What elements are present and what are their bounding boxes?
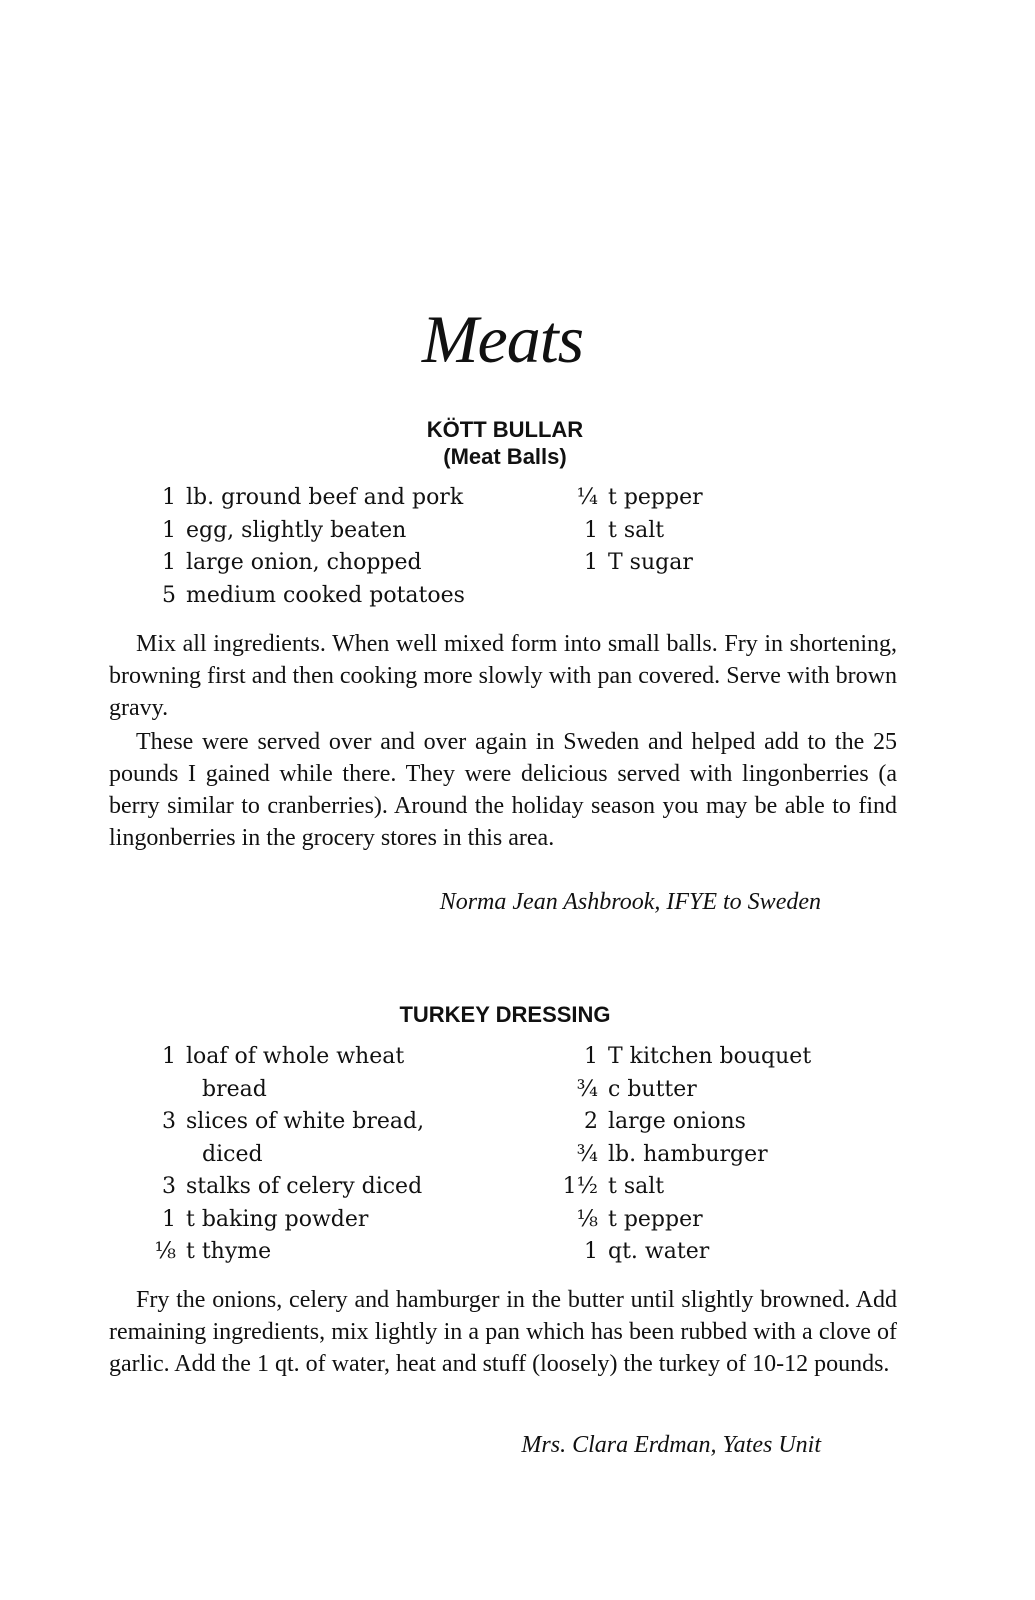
recipe-title: [0, 1001, 1010, 1028]
ingredient-qty: ⅛: [154, 1239, 176, 1264]
ingredient-text: t pepper: [608, 485, 703, 510]
recipe-author: Mrs. Clara Erdman, Yates Unit: [521, 1432, 821, 1458]
ingredient-qty: ¼: [576, 485, 598, 510]
ingredients-left-column: [158, 482, 465, 612]
ingredient-text: t thyme: [186, 1239, 272, 1264]
ingredient-text: lb. hamburger: [608, 1141, 768, 1167]
ingredient-item: [568, 515, 703, 548]
ingredient-text: [186, 1041, 404, 1106]
ingredient-text: T kitchen bouquet: [608, 1044, 812, 1069]
ingredient-item: [158, 515, 465, 548]
recipe-title-text: KÖTT BULLAR: [426, 417, 584, 442]
ingredient-text: t baking powder: [186, 1206, 369, 1232]
ingredient-text: stalks of celery diced: [186, 1174, 423, 1199]
ingredient-qty: 1: [162, 517, 176, 543]
ingredient-item: [545, 1171, 811, 1204]
ingredients-right-column: [545, 1041, 811, 1269]
ingredient-item: [158, 482, 465, 515]
ingredient-qty: 2: [584, 1109, 598, 1134]
recipe-note: These were served over and over again in Sweden and helped add to the 25 pounds I gained while there. They were delicious served with lingonberries (a berry similar to cranberries). Around the holiday season you may be able to find lingonberries in the grocery stores in this area.: [109, 729, 897, 851]
ingredient-item: [158, 547, 465, 580]
ingredients-right-column: [568, 482, 703, 580]
ingredient-item: [568, 482, 703, 515]
ingredient-qty: 1: [162, 1044, 176, 1069]
ingredient-qty: 1: [584, 550, 598, 575]
ingredient-qty: 1: [584, 517, 598, 543]
ingredient-text: large onions: [608, 1109, 746, 1134]
section-title: Meats: [421, 301, 584, 377]
ingredient-item: [545, 1074, 811, 1107]
ingredient-item: [545, 1041, 811, 1074]
ingredient-item: [158, 580, 465, 613]
ingredient-qty: 5: [162, 582, 176, 608]
ingredient-item: [143, 1041, 424, 1106]
ingredient-text-continued: diced: [202, 1141, 263, 1167]
ingredient-item: [143, 1204, 424, 1237]
ingredient-item: [545, 1204, 811, 1237]
recipe-title-text: TURKEY DRESSING: [399, 1002, 611, 1027]
ingredient-qty: 3: [162, 1109, 176, 1134]
ingredient-item: [568, 547, 703, 580]
ingredients-left-column: [143, 1041, 424, 1269]
ingredient-qty: ¾: [576, 1076, 598, 1102]
ingredient-text: t pepper: [608, 1206, 703, 1232]
ingredient-text: t salt: [608, 1174, 665, 1199]
ingredient-text: t salt: [608, 517, 665, 543]
ingredient-text: medium cooked potatoes: [186, 582, 465, 608]
ingredient-qty: ¾: [576, 1141, 598, 1167]
ingredient-item: [545, 1106, 811, 1139]
ingredient-qty: ⅛: [576, 1206, 598, 1232]
ingredient-qty: 1: [162, 1206, 176, 1232]
ingredient-item: [143, 1171, 424, 1204]
ingredient-item: [143, 1236, 424, 1269]
recipe-instructions: Mix all ingredients. When well mixed form into small balls. Fry in shortening, browning first and then cooking more slowly with pan covered. Serve with brown gravy.: [109, 631, 897, 721]
ingredient-text-line: loaf of whole wheat: [186, 1044, 405, 1069]
ingredient-text: T sugar: [608, 550, 693, 575]
ingredient-qty: 1: [162, 485, 176, 510]
ingredient-qty: 1: [162, 550, 176, 575]
ingredient-text: [186, 1106, 424, 1171]
recipe-instructions: Fry the onions, celery and hamburger in the butter until slightly browned. Add remaining ingredients, mix lightly in a pan which has been rubbed with a clove of garlic. Add the 1 qt. of water, heat and stuff (loosely) the turkey of 10-12 pounds.: [109, 1287, 897, 1377]
ingredient-qty: 1: [584, 1239, 598, 1264]
ingredient-text: c butter: [608, 1076, 697, 1102]
ingredient-qty: 1: [584, 1044, 598, 1069]
ingredient-qty: 1½: [562, 1174, 598, 1199]
ingredient-text: large onion, chopped: [186, 550, 422, 575]
ingredient-qty: 3: [162, 1174, 176, 1199]
ingredient-item: [545, 1139, 811, 1172]
ingredient-text: egg, slightly beaten: [186, 517, 407, 543]
ingredient-item: [545, 1236, 811, 1269]
ingredient-item: [143, 1106, 424, 1171]
ingredient-text-line: slices of white bread,: [186, 1109, 425, 1134]
ingredient-text: lb. ground beef and pork: [186, 485, 464, 510]
recipe-author: Norma Jean Ashbrook, IFYE to Sweden: [439, 889, 821, 915]
ingredient-text-continued: bread: [202, 1076, 267, 1102]
recipe-subtitle: (Meat Balls): [443, 444, 567, 469]
ingredient-text: qt. water: [608, 1239, 710, 1264]
recipe-title: [0, 416, 1010, 470]
